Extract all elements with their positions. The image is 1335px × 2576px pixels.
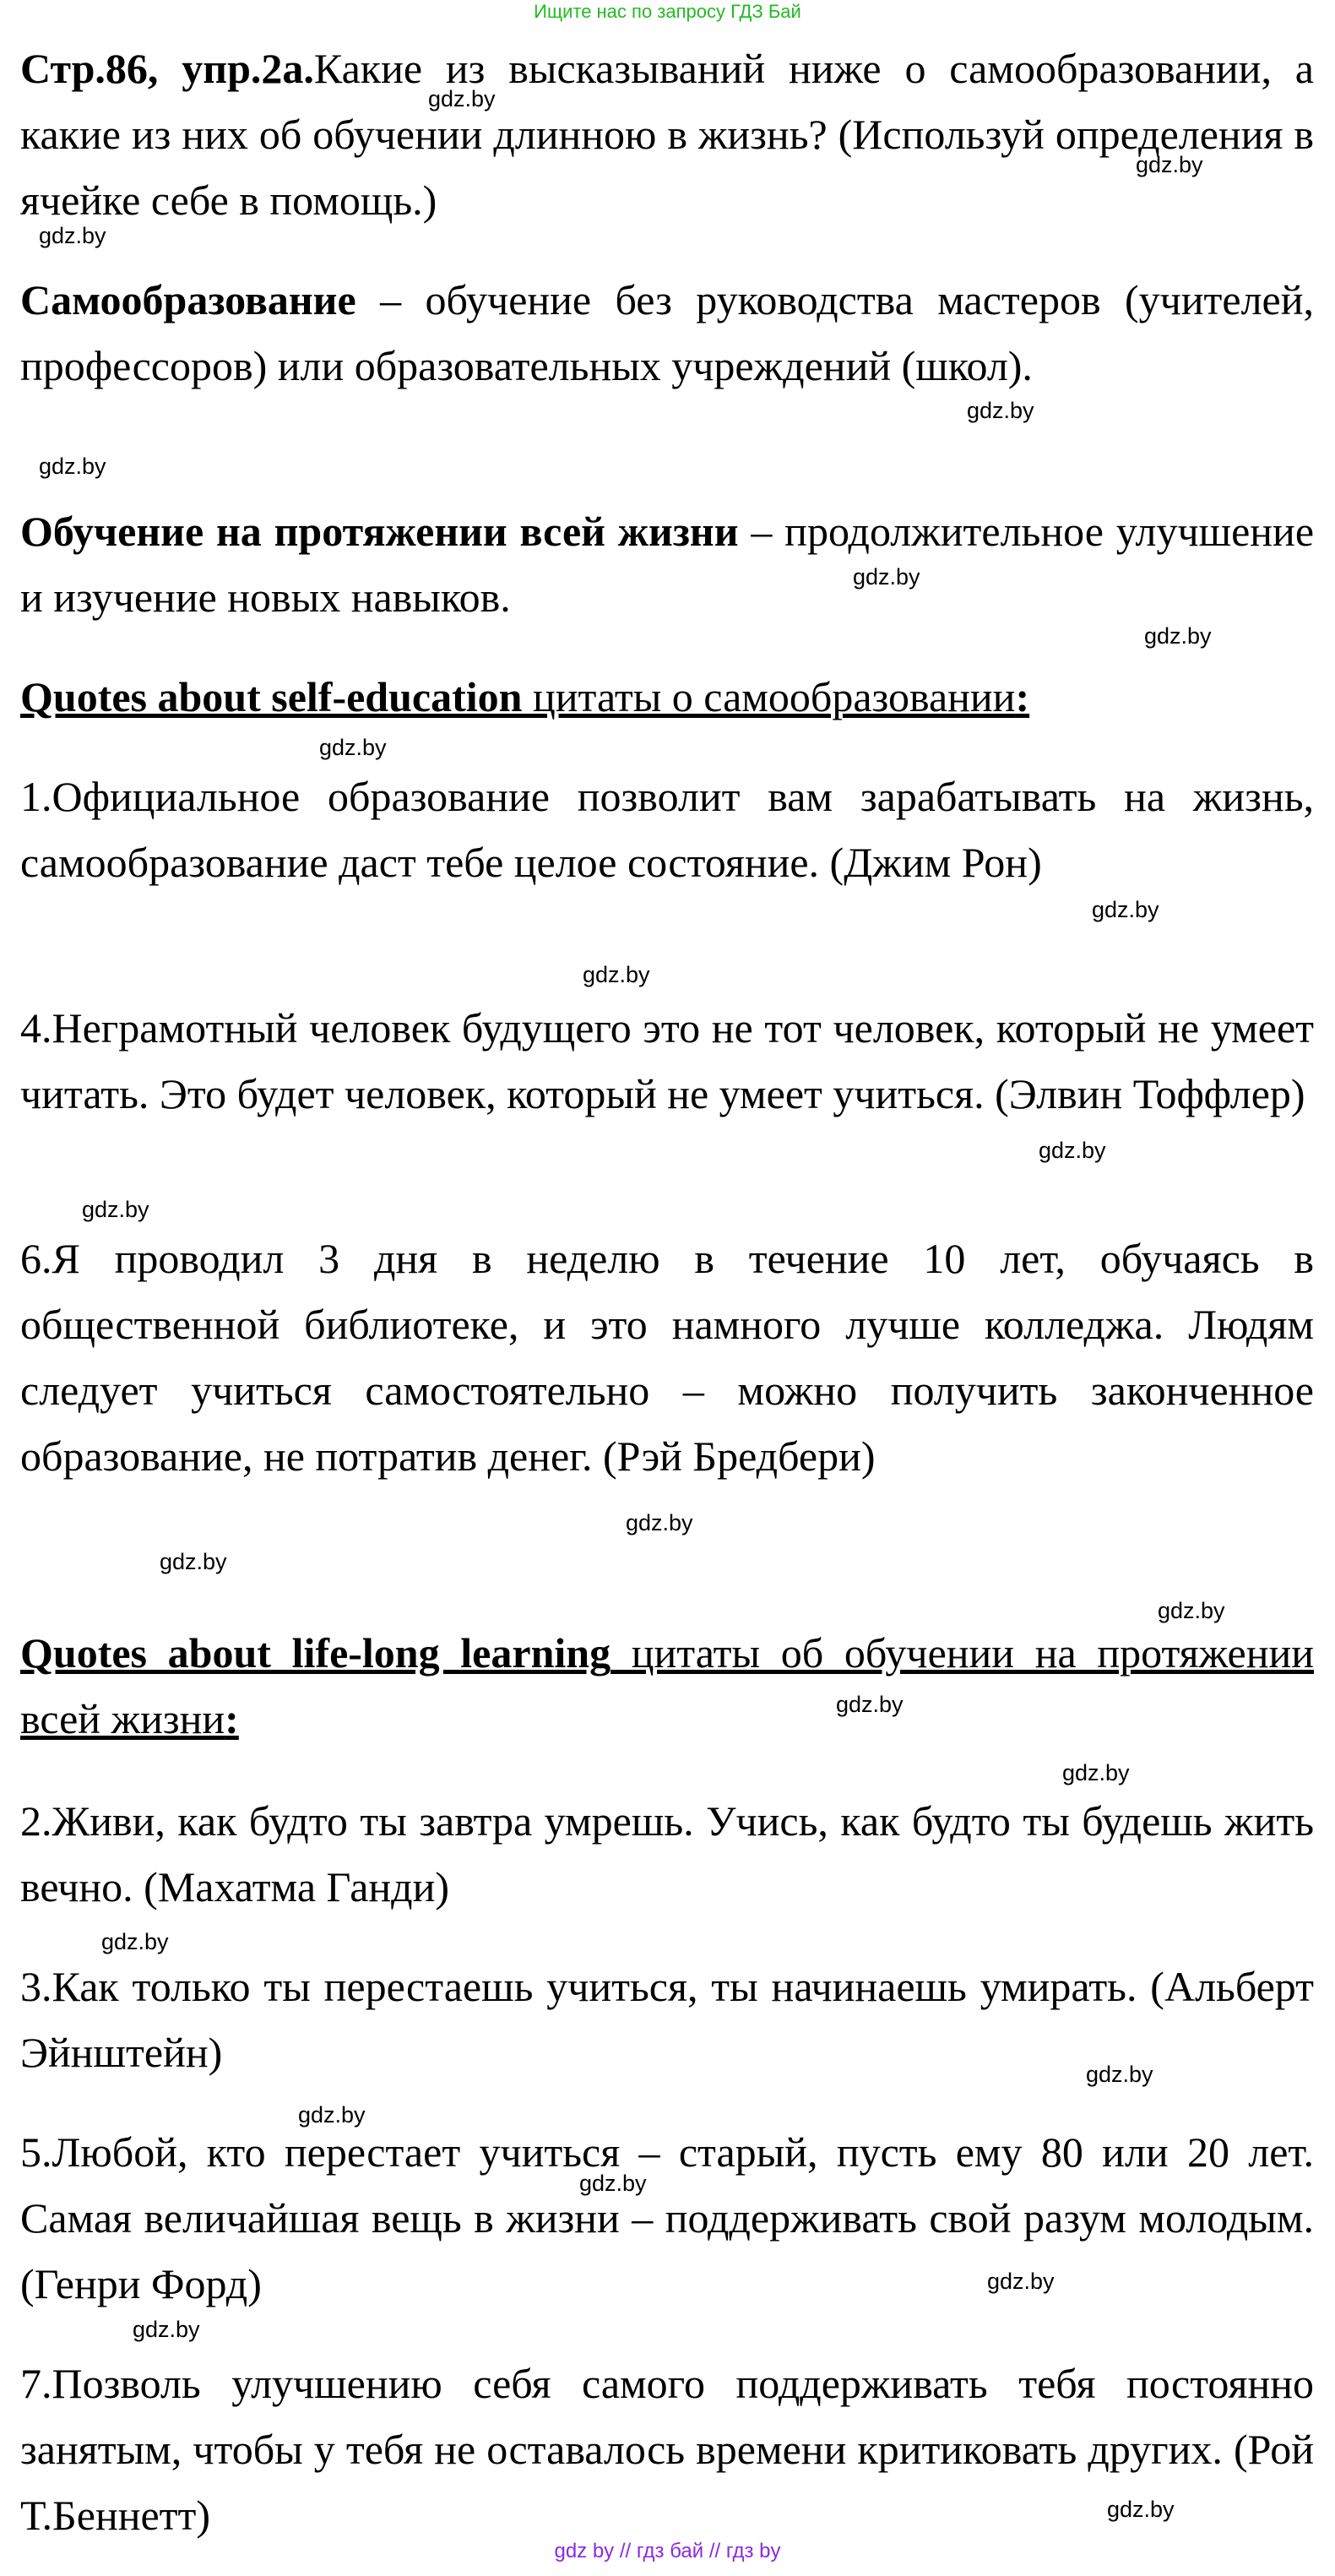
definition-term: Самообразование: [20, 276, 356, 323]
watermark: gdz.by: [1144, 623, 1212, 649]
heading-english: Quotes about life-long learning: [20, 1629, 611, 1677]
quote-item: 2.Живи, как будто ты завтра умрешь. Учись, как будто ты будешь жить вечно. (Махатма Ганди): [20, 1797, 1314, 1910]
watermark: gdz.by: [39, 454, 106, 479]
watermark: gdz.by: [853, 564, 920, 590]
heading-life-long-learning: [20, 1620, 1314, 1752]
footer-watermark[interactable]: gdz by // гдз бай // гдз by: [554, 2540, 781, 2562]
watermark: gdz.by: [39, 223, 106, 248]
task-statement: [20, 35, 1314, 233]
definition-life-long-learning: [20, 498, 1314, 630]
task-text: Какие из высказываний ниже о самообразовании, а какие из них об обучении длинною в жизнь? (Используй определения в ячейке себе в помощь.): [20, 45, 1314, 224]
watermark: gdz.by: [836, 1692, 904, 1717]
task-reference: Стр.86, упр.2а.: [20, 45, 314, 92]
watermark: gdz.by: [298, 2102, 366, 2128]
quote-item: 3.Как только ты перестаешь учиться, ты начинаешь умирать. (Альберт Эйнштейн): [20, 1963, 1314, 2076]
definition-text: – обучение без руководства мастеров (учителей, профессоров) или образовательных учреждений (школ).: [20, 276, 1314, 389]
heading-russian: цитаты об обучении на протяжении всей жизни: [20, 1629, 1314, 1742]
definition-text: – продолжительное улучшение и изучение новых навыков.: [20, 508, 1315, 621]
watermark: gdz.by: [1136, 152, 1203, 177]
quote-item: 6.Я проводил 3 дня в неделю в течение 10 лет, обучаясь в общественной библиотеке, и это намного лучше колледжа. Людям следует учиться самостоятельно – можно получить законченное образование, не потратив денег. (Рэй Бредбери): [20, 1235, 1314, 1480]
watermark: gdz.by: [1039, 1138, 1106, 1163]
watermark: gdz.by: [1086, 2062, 1153, 2087]
watermark: gdz.by: [987, 2269, 1055, 2294]
watermark: gdz.by: [1092, 897, 1159, 922]
quote-item: 7.Позволь улучшению себя самого поддерживать тебя постоянно занятым, чтобы у тебя не оставалось времени критиковать других. (Рой Т.Беннетт): [20, 2360, 1314, 2539]
watermark: gdz.by: [1062, 1760, 1130, 1785]
watermark: gdz.by: [319, 735, 387, 760]
heading-colon: :: [225, 1695, 239, 1742]
watermark: gdz.by: [428, 86, 496, 111]
quote-item: 1.Официальное образование позволит вам зарабатывать на жизнь, самообразование даст тебе целое состояние. (Джим Рон): [20, 773, 1314, 886]
watermark: gdz.by: [626, 1510, 693, 1535]
heading-english: Quotes about self-education: [20, 673, 523, 720]
watermark: gdz.by: [1158, 1598, 1225, 1623]
top-banner[interactable]: Ищите нас по запросу ГДЗ Бай: [534, 1, 801, 22]
watermark: gdz.by: [1107, 2497, 1175, 2522]
watermark: gdz.by: [160, 1549, 227, 1574]
watermark: gdz.by: [82, 1197, 149, 1222]
quote-item: 4.Неграмотный человек будущего это не тот человек, который не умеет читать. Это будет человек, который не умеет учиться. (Элвин Тоффлер): [20, 1004, 1314, 1117]
watermark: gdz.by: [579, 2171, 647, 2196]
heading-self-education: [20, 664, 1314, 730]
definition-term: Обучение на протяжении всей жизни: [20, 508, 739, 555]
watermark: gdz.by: [101, 1929, 169, 1954]
heading-colon: :: [1015, 673, 1030, 720]
watermark: gdz.by: [583, 962, 650, 987]
definition-self-education: [20, 267, 1314, 399]
quote-item: 5.Любой, кто перестает учиться – старый, пусть ему 80 или 20 лет. Самая величайшая вещь в жизни – поддерживать свой разум молодым. (Генри Форд): [20, 2128, 1314, 2307]
watermark: gdz.by: [133, 2317, 200, 2342]
watermark: gdz.by: [967, 398, 1034, 423]
heading-russian: цитаты о самообразовании: [522, 673, 1016, 720]
